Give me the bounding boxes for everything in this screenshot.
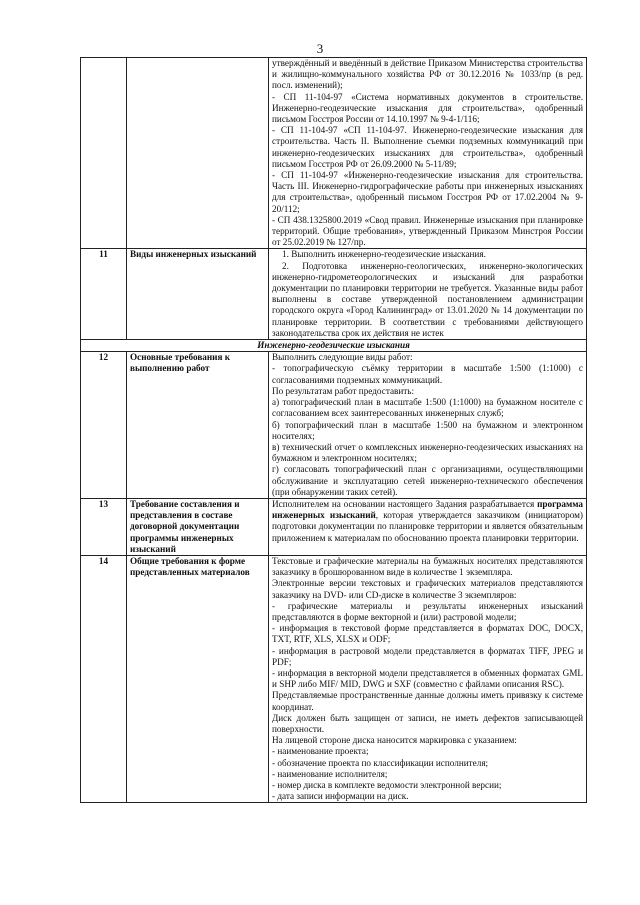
page-number: 3 <box>316 41 324 56</box>
content-line: На лицевой стороне диска наносится маркировка с указанием: <box>272 735 517 746</box>
content-line: - СП 11-104-97 «СП 11-104-97. Инженерно-геодезические изыскания для строительства. Часть II. Выполнение съемки подземных коммуникаций при инженерно-геодезических изысканиях для строительства», одобренный письмом Госстроя РФ от 26.09.2000 № 5-11/89; <box>272 125 583 169</box>
row-label-cell <box>127 58 269 249</box>
row-content-cell <box>269 58 587 249</box>
row-content-cell <box>269 555 587 802</box>
row-number-cell <box>81 58 127 249</box>
content-line: - информация в текстовой форме представляется в форматах DOC, DOCX, TXT, RTF, XLS, XLSX и ODF; <box>272 623 583 645</box>
row-content-cell <box>269 352 587 499</box>
row-number: 14 <box>81 555 127 802</box>
content-line: - информация в растровой модели представляется в форматах TIFF, JPEG и PDF; <box>272 645 583 667</box>
content-line: - графические материалы и результаты инженерных изысканий представляются в форме векторной и (или) растровой модели; <box>272 600 583 622</box>
content-line: г) согласовать топографический план с организациями, осуществляющими обслуживание и эксплуатацию сетей инженерно-технического обеспечения (при обнаружении таких сетей). <box>272 464 583 497</box>
content-line: По результатам работ предоставить: <box>272 385 415 396</box>
table-row-13 <box>81 498 587 555</box>
table-row-14 <box>81 555 587 802</box>
row-content-cell <box>269 249 587 340</box>
content-line: - номер диска в комплекте ведомости электронной версии; <box>272 780 502 790</box>
content-line: Выполнить следующие виды работ: <box>272 352 413 363</box>
table-row-12 <box>81 352 587 499</box>
section-title: Инженерно-геодезические изыскания <box>81 340 587 352</box>
content-line: - СП 11-104-97 «Система нормативных документов в строительстве. Инженерно-геодезические изыскания для строительства», одобренный письмом Госстроя России от 14.10.1997 № 9-4-1/116; <box>272 91 583 125</box>
content-line: Представляемые пространственные данные должны иметь привязку к системе координат. <box>272 690 583 712</box>
row-label: Общие требования к форме представленных материалов <box>127 555 269 802</box>
row-number: 12 <box>81 352 127 499</box>
content-line: Текстовые и графические материалы на бумажных носителях представляются заказчику в брошюрованном виде в количестве 1 экземпляра. <box>272 555 583 578</box>
content-line: б) топографический план в масштабе 1:500 на бумажном и электронном носителях; <box>272 419 583 441</box>
content-line: - топографическую съёмку территории в масштабе 1:500 (1:1000) с согласованиями подземных коммуникаций. <box>272 363 583 385</box>
content-line: - СП 11-104-97 «Инженерно-геодезические изыскания для строительства. Часть III. Инженерно-гидрографические работы при инженерных изысканиях для строительства», одобренный письмом Госстроя РФ от 17.02.2004 № 9-20/112; <box>272 170 583 214</box>
row-number: 11 <box>81 249 127 340</box>
row-label: Основные требования к выполнению работ <box>127 352 269 499</box>
content-line: - дата записи информации на диск. <box>272 791 409 802</box>
section-header-row <box>81 340 587 352</box>
row-number: 13 <box>81 498 127 555</box>
content-line: - наименование исполнителя; <box>272 768 388 779</box>
content-line: 2. Подготовка инженерно-геологических, инженерно-экологических инженерно-гидрометеорологических и изысканий для разработки документации по планировки территории не требуется. Указанные виды работ выполнены в составе утвержденной постановлением администрации городского округа «Город Калининград» от 13.01.2020 № 14 документации по планировке территории. В соответствии с требованиями действующего законодательства срок их действия не истек <box>272 260 583 338</box>
row-content-cell <box>269 498 587 555</box>
content-line: - СП 438.1325800.2019 «Свод правил. Инженерные изыскания при планировке территорий. Общие требования», утвержденный Приказом Минстроя России от 25.02.2019 № 127/пр. <box>272 214 583 248</box>
text-before: Исполнителем на основании настоящего Задания разрабатывается <box>272 498 538 509</box>
content-line: - обозначение проекта по классификации исполнителя; <box>272 757 489 768</box>
text-after: , которая утверждается заказчиком (инициатором) подготовки документации по планировке территории и является обязательным приложением к материалам по обоснованию проекта планировки территории. <box>272 510 583 543</box>
row-label: Требование составления и представления в составе договорной документации программы инженерных изысканий <box>127 498 269 555</box>
requirements-table <box>80 57 587 803</box>
content-line: а) топографический план в масштабе 1:500 (1:1000) на бумажном носителе с согласованием всех заинтересованных инженерных служб; <box>272 397 583 419</box>
content-line: - информация в векторной модели представляется в обменных форматах GML и SHP либо MIF/ MID, DWG и SXF (совместно с файлами описания RSC). <box>272 667 583 690</box>
content-line: Электронные версии текстовых и графических материалов представляются заказчику на DVD- или CD-диске в количестве 3 экземпляров: <box>272 578 583 600</box>
text-bold: программа инженерных изысканий <box>272 498 583 521</box>
table-row-continued <box>81 58 587 249</box>
content-line: в) технический отчет о комплексных инженерно-геодезических изысканиях на бумажном и электронном носителях; <box>272 441 583 464</box>
content-paragraph <box>272 499 583 544</box>
content-line: - наименование проекта; <box>272 746 369 757</box>
row-label: Виды инженерных изысканий <box>127 249 269 340</box>
content-line: утверждённый и введённый в действие Приказом Министерства строительства и жилищно-коммунального хозяйства РФ от 30.12.2016 № 1033/пр (в ред. посл. изменений); <box>272 58 583 91</box>
content-line: Диск должен быть защищен от записи, не иметь дефектов записывающей поверхности. <box>272 712 583 734</box>
table-row-11 <box>81 249 587 340</box>
content-line: 1. Выполнить инженерно-геодезические изыскания. <box>282 249 486 260</box>
